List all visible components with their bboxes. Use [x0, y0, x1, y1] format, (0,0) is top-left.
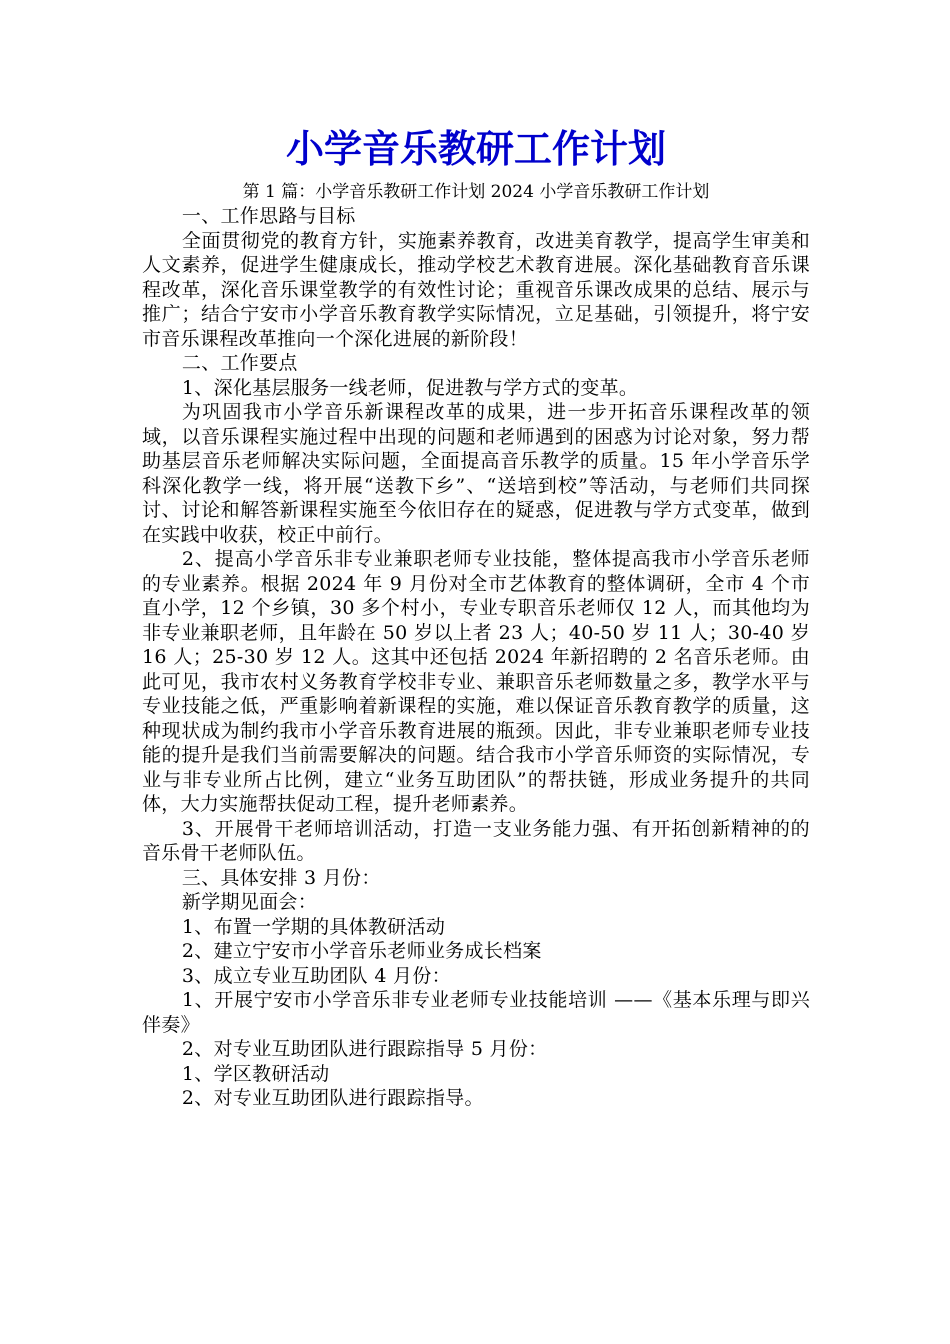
body-paragraph: 1、开展宁安市小学音乐非专业老师专业技能培训 ——《基本乐理与即兴伴奏》	[142, 989, 810, 1036]
body-paragraph: 2、提高小学音乐非专业兼职老师专业技能，整体提高我市小学音乐老师的专业素养。根据 2024 年 9 月份对全市艺体教育的整体调研，全市 4 个市直小学，12 个乡镇，30 多个村小，专业专职音乐老师仅 12 人，而其他均为非专业兼职老师，且年龄在 50 岁以上者 23 人；40-50 岁 11 人；30-40 岁 16 人；25-30 岁 12 人。这其中还包括 2024 年新招聘的 2 名音乐老师。由此可见，我市农村义务教育学校非专业、兼职音乐老师数量之多，教学水平与专业技能之低，严重影响着新课程的实施，难以保证音乐教育教学的质量，这种现状成为制约我市小学音乐教育进展的瓶颈。因此，非专业兼职老师专业技能的提升是我们当前需要解决的问题。结合我市小学音乐师资的实际情况，专业与非专业所占比例，建立“业务互助团队”的帮扶链，形成业务提升的共同体，大力实施帮扶促动工程，提升老师素养。	[142, 548, 810, 815]
list-item: 1、布置一学期的具体教研活动	[181, 915, 446, 938]
list-item: 2、对专业互助团队进行跟踪指导 5 月份：	[181, 1038, 548, 1060]
document-subtitle: 第 1 篇：小学音乐教研工作计划 2024 小学音乐教研工作计划	[242, 182, 710, 202]
list-item: 1、学区教研活动	[181, 1062, 330, 1085]
list-item: 三、具体安排 3 月份：	[181, 866, 381, 889]
list-item: 2、对专业互助团队进行跟踪指导。	[181, 1087, 484, 1109]
body-paragraph: 全面贯彻党的教育方针，实施素养教育，改进美育教学，提高学生审美和人文素养，促进学生健康成长，推动学校艺术教育进展。深化基础教育音乐课程改革，深化音乐课堂教学的有效性讨论；重视音乐课改成果的总结、展示与推广；结合宁安市小学音乐教育教学实际情况，立足基础，引领提升，将宁安市音乐课程改革推向一个深化进展的新阶段！	[142, 229, 810, 350]
section-heading: 1、深化基层服务一线老师，促进教与学方式的变革。	[181, 376, 639, 399]
list-item: 3、成立专业互助团队 4 月份：	[181, 964, 451, 987]
section-heading: 二、工作要点	[181, 352, 298, 374]
body-paragraph: 为巩固我市小学音乐新课程改革的成果，进一步开拓音乐课程改革的领域，以音乐课程实施过程中出现的问题和老师遇到的困惑为讨论对象，努力帮助基层音乐老师解决实际问题，全面提高音乐教学的质量。15 年小学音乐学科深化教学一线，将开展“送教下乡”、“送培到校”等活动，与老师们共同探讨、讨论和解答新课程实施至今依旧存在的疑惑，促进教与学方式变革，做到在实践中收获，校正中前行。	[142, 401, 810, 546]
list-item: 新学期见面会：	[181, 891, 317, 913]
document-title: 小学音乐教研工作计划	[285, 127, 666, 171]
list-item: 2、建立宁安市小学音乐老师业务成长档案	[181, 940, 542, 962]
document-body	[142, 204, 810, 1111]
body-paragraph: 3、开展骨干老师培训活动，打造一支业务能力强、有开拓创新精神的的音乐骨干老师队伍。	[142, 817, 810, 864]
section-heading: 一、工作思路与目标	[181, 205, 356, 227]
